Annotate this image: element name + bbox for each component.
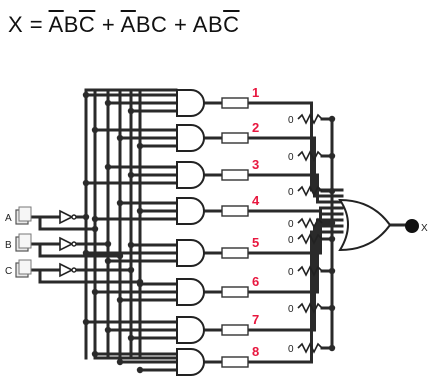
and-gates [177, 90, 204, 375]
junction-dot [83, 250, 89, 256]
junction-dot [128, 242, 134, 248]
ground-label: 0 [288, 235, 294, 246]
output-box-7 [222, 325, 248, 335]
output-box-1 [222, 98, 248, 108]
inverter-bubble [72, 215, 76, 219]
junction-dot [117, 359, 123, 365]
and-gate-5 [177, 240, 204, 266]
junction-dot [137, 208, 143, 214]
junction-dot [329, 305, 335, 311]
eq-term1-a: $\overline{A}$ [48, 12, 64, 37]
ground-label: 0 [288, 115, 294, 126]
junction-dot [329, 188, 335, 194]
output-label: X [421, 223, 428, 234]
or-gate [340, 200, 390, 250]
junction-dot [92, 127, 98, 133]
junction-dot [117, 253, 123, 259]
and-gate-7 [177, 317, 204, 343]
ground-label: 0 [288, 187, 294, 198]
input-toggle-shadow [19, 260, 31, 274]
junction-dot [92, 226, 98, 232]
input-toggle-shadow [19, 234, 31, 248]
gate-number-3: 3 [252, 157, 260, 172]
and-gate-4 [177, 198, 204, 224]
eq-term2-a: $\overline{A}$ [120, 12, 136, 37]
junction-dot [92, 351, 98, 357]
junction-dot [128, 108, 134, 114]
output-box-8 [222, 357, 248, 367]
and-gate-8 [177, 349, 204, 375]
junction-dot [105, 164, 111, 170]
junction-dot [137, 279, 143, 285]
true-line [40, 270, 140, 282]
junction-dot [329, 153, 335, 159]
output-box-4 [222, 206, 248, 216]
junction-dot [83, 319, 89, 325]
junction-dot [329, 345, 335, 351]
and-gate-6 [177, 279, 204, 305]
gate-number-4: 4 [252, 193, 260, 208]
junction-dot [92, 289, 98, 295]
output-led [405, 219, 419, 233]
output-box-5 [222, 248, 248, 258]
inverter-bubble [72, 242, 76, 246]
ground-label: 0 [288, 267, 294, 278]
input-label-b: B [5, 240, 12, 251]
to-or-wire [248, 103, 342, 190]
gate-number-7: 7 [252, 312, 260, 327]
junction-dot [128, 172, 134, 178]
ground-label: 0 [288, 304, 294, 315]
junction-dot [83, 180, 89, 186]
output-box-3 [222, 170, 248, 180]
or-gate [340, 200, 419, 250]
gate-number-8: 8 [252, 344, 260, 359]
and-gate-1 [177, 90, 204, 116]
junction-dot [128, 267, 134, 273]
input-label-a: A [5, 213, 12, 224]
junction-dot [83, 92, 89, 98]
junction-dot [137, 367, 143, 373]
junction-dot [105, 241, 111, 247]
junction-dot [329, 220, 335, 226]
gate-number-1: 1 [252, 85, 260, 100]
eq-output: X [8, 12, 24, 37]
eq-term3-ab: AB [192, 12, 224, 37]
inverter [60, 238, 72, 250]
gate-number-6: 6 [252, 274, 260, 289]
junction-dot [117, 297, 123, 303]
to-or-wire [248, 226, 342, 330]
and-gate-3 [177, 162, 204, 188]
gate-number-5: 5 [252, 235, 260, 250]
and-gate-2 [177, 125, 204, 151]
to-or-wire [248, 138, 342, 196]
eq-term1-b: B [63, 12, 79, 37]
junction-dot [105, 327, 111, 333]
inverter [60, 211, 72, 223]
junction-dot [329, 236, 335, 242]
eq-term3-c: $\overline{C}$ [223, 12, 240, 37]
output-box-2 [222, 133, 248, 143]
junction-dot [329, 116, 335, 122]
ground-label: 0 [288, 344, 294, 355]
ground-label: 0 [288, 219, 294, 230]
ground-label: 0 [288, 152, 294, 163]
junction-dot [117, 135, 123, 141]
junction-dot [329, 268, 335, 274]
junction-dot [83, 214, 89, 220]
junction-dot [128, 335, 134, 341]
to-or-wire [248, 208, 342, 211]
junction-dot [105, 258, 111, 264]
gate-number-2: 2 [252, 120, 260, 135]
output-box-6 [222, 287, 248, 297]
inverter [60, 264, 72, 276]
input-toggle-shadow [19, 207, 31, 221]
input-label-c: C [5, 266, 13, 277]
junction-dot [117, 200, 123, 206]
inverter-bubble [72, 268, 76, 272]
junction-dot [137, 143, 143, 149]
boolean-equation: $X = \overline{A}B\overline{C} + \overline{A}BC + AB\overline{C}$ [8, 12, 240, 37]
junction-dot [92, 216, 98, 222]
eq-term2-bc: BC [135, 12, 168, 37]
eq-term1-c: $\overline{C}$ [78, 12, 96, 37]
junction-dot [105, 100, 111, 106]
